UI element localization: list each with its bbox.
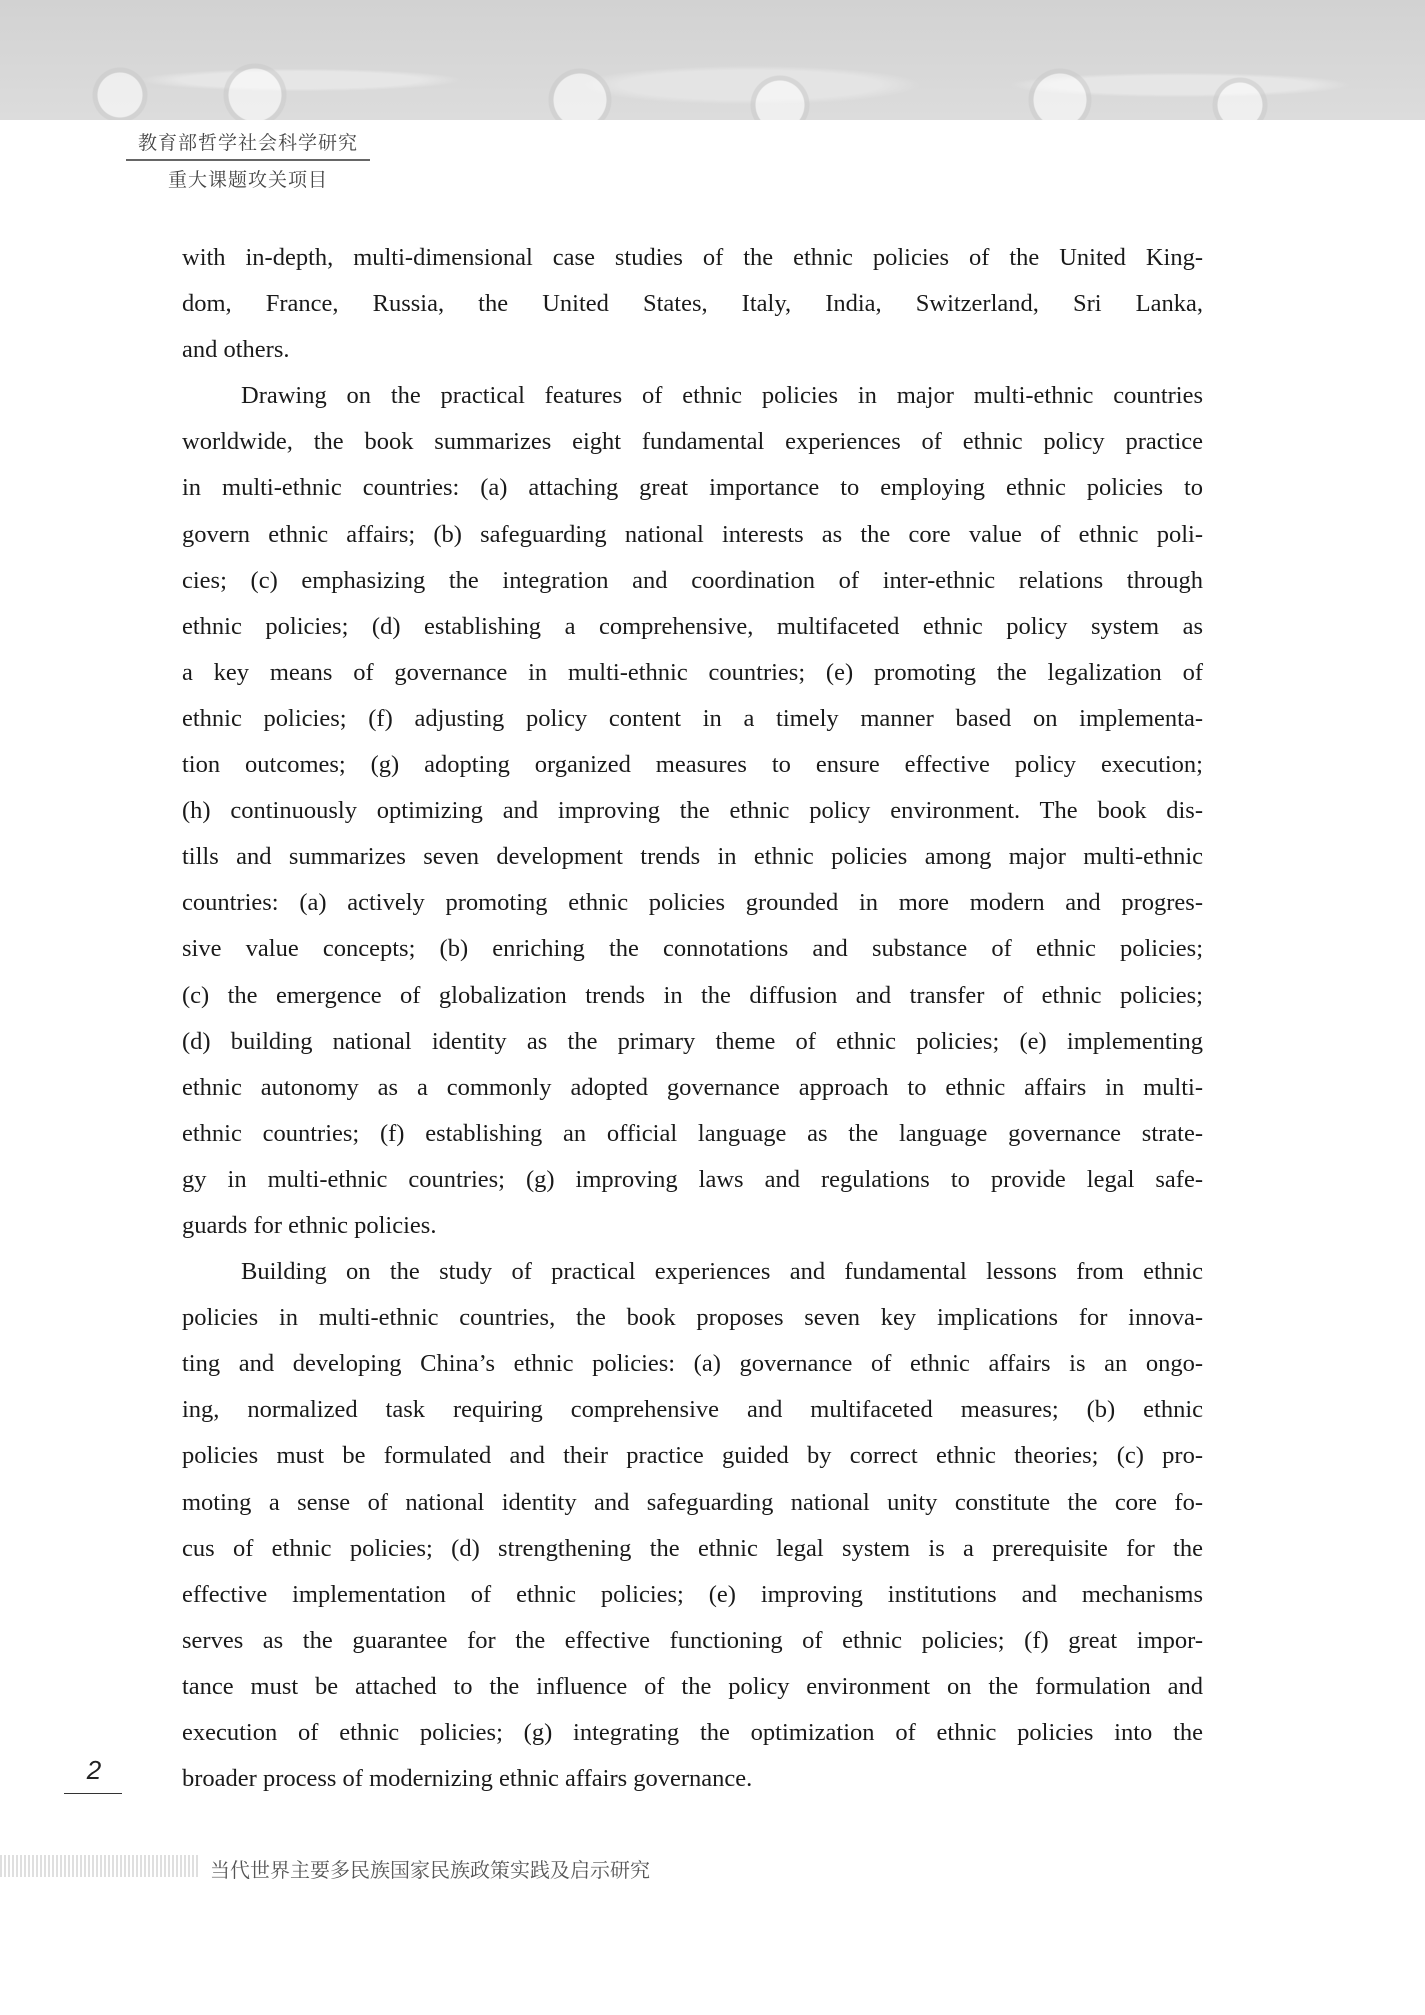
footer-dot-pattern bbox=[0, 1855, 200, 1877]
text-line: tion outcomes; (g) adopting organized measures to ensure effective policy execution; bbox=[182, 751, 1203, 779]
text-line: ethnic countries; (f) establishing an official language as the language governance strate- bbox=[182, 1119, 1203, 1147]
text-line: guards for ethnic policies. bbox=[182, 1211, 437, 1239]
text-line: ting and developing China’s ethnic policies: (a) governance of ethnic affairs is an ongo- bbox=[182, 1350, 1203, 1378]
text-line: policies in multi-ethnic countries, the book proposes seven key implications for innova- bbox=[182, 1304, 1203, 1332]
text-line: ethnic policies; (d) establishing a comprehensive, multifaceted ethnic policy system as bbox=[182, 612, 1203, 640]
page-number-rule bbox=[64, 1793, 122, 1794]
text-line: Drawing on the practical features of ethnic policies in major multi-ethnic countries bbox=[241, 382, 1203, 410]
text-line: tills and summarizes seven development trends in ethnic policies among major multi-ethnic bbox=[182, 843, 1203, 871]
text-line: policies must be formulated and their practice guided by correct ethnic theories; (c) pro- bbox=[182, 1442, 1203, 1470]
text-line: (c) the emergence of globalization trends in the diffusion and transfer of ethnic policies; bbox=[182, 981, 1203, 1009]
text-line: with in-depth, multi-dimensional case studies of the ethnic policies of the United King- bbox=[182, 244, 1203, 271]
text-line: dom, France, Russia, the United States, Italy, India, Switzerland, Sri Lanka, bbox=[182, 290, 1203, 318]
text-line: (d) building national identity as the primary theme of ethnic policies; (e) implementing bbox=[182, 1027, 1203, 1055]
paragraph bbox=[182, 1254, 1203, 1807]
text-line: tance must be attached to the influence of the policy environment on the formulation and bbox=[182, 1672, 1203, 1700]
series-title-line2: 重大课题攻关项目 bbox=[167, 169, 328, 191]
text-line: cus of ethnic policies; (d) strengthening the ethnic legal system is a prerequisite for the bbox=[182, 1534, 1203, 1562]
text-line: serves as the guarantee for the effective functioning of ethnic policies; (f) great impor- bbox=[182, 1626, 1203, 1654]
text-line: effective implementation of ethnic policies; (e) improving institutions and mechanisms bbox=[182, 1580, 1203, 1608]
paragraph bbox=[182, 240, 1203, 378]
text-line: Building on the study of practical experiences and fundamental lessons from ethnic bbox=[241, 1258, 1203, 1286]
paragraph bbox=[182, 378, 1203, 1254]
footer-book-title: 当代世界主要多民族国家民族政策实践及启示研究 bbox=[210, 1858, 650, 1882]
text-line: gy in multi-ethnic countries; (g) improving laws and regulations to provide legal safe- bbox=[182, 1165, 1203, 1193]
decorative-cloud-banner bbox=[0, 0, 1425, 120]
text-line: moting a sense of national identity and safeguarding national unity constitute the core fo- bbox=[182, 1488, 1203, 1516]
series-title-line1: 教育部哲学社会科学研究 bbox=[126, 128, 370, 161]
text-line: govern ethnic affairs; (b) safeguarding national interests as the core value of ethnic poli- bbox=[182, 520, 1203, 548]
text-line: worldwide, the book summarizes eight fundamental experiences of ethnic policy practice bbox=[182, 428, 1203, 456]
text-line: ethnic policies; (f) adjusting policy content in a timely manner based on implementa- bbox=[182, 704, 1203, 732]
text-line: broader process of modernizing ethnic affairs governance. bbox=[182, 1765, 753, 1793]
text-line: and others. bbox=[182, 336, 290, 364]
text-line: in multi-ethnic countries: (a) attaching great importance to employing ethnic policies to bbox=[182, 474, 1203, 502]
page-number: 2 bbox=[86, 1755, 102, 1785]
text-line: execution of ethnic policies; (g) integrating the optimization of ethnic policies into the bbox=[182, 1719, 1203, 1746]
text-line: a key means of governance in multi-ethnic countries; (e) promoting the legalization of bbox=[182, 658, 1203, 686]
text-line: countries: (a) actively promoting ethnic policies grounded in more modern and progres- bbox=[182, 889, 1203, 917]
series-header bbox=[126, 128, 370, 192]
text-line: sive value concepts; (b) enriching the connotations and substance of ethnic policies; bbox=[182, 935, 1203, 963]
body-text bbox=[182, 240, 1203, 1807]
text-line: ethnic autonomy as a commonly adopted governance approach to ethnic affairs in multi- bbox=[182, 1073, 1203, 1101]
text-line: ing, normalized task requiring comprehensive and multifaceted measures; (b) ethnic bbox=[182, 1396, 1203, 1424]
text-line: cies; (c) emphasizing the integration and coordination of inter-ethnic relations through bbox=[182, 566, 1203, 594]
text-line: (h) continuously optimizing and improving the ethnic policy environment. The book dis- bbox=[182, 797, 1203, 825]
